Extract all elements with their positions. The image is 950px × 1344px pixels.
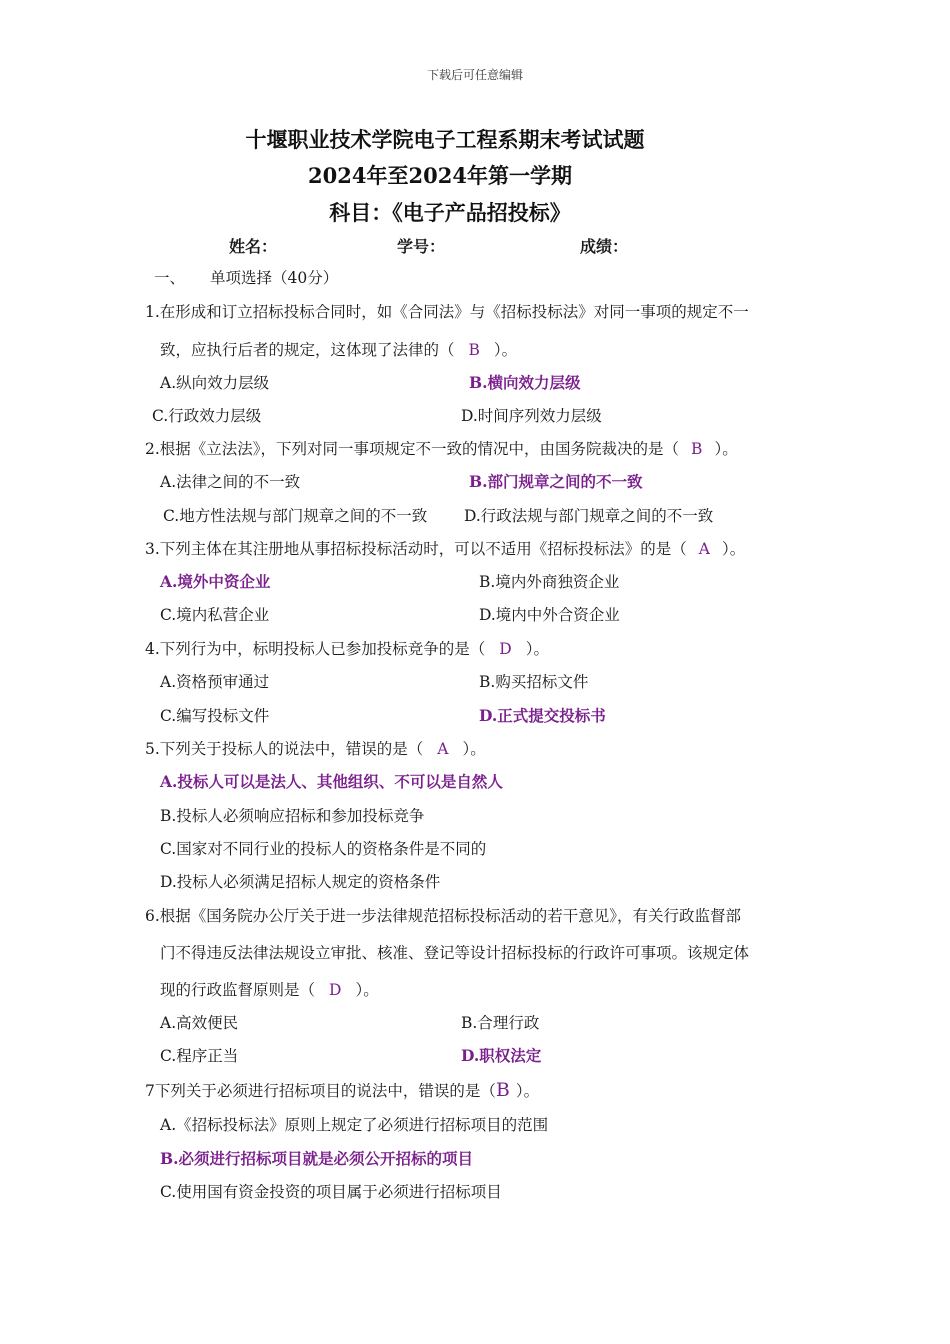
question-1-line-1: 1.在形成和订立招标投标合同时，如《合同法》与《招标投标法》对同一事项的规定不一: [145, 303, 749, 321]
question-1-option-a: A.纵向效力层级: [160, 374, 270, 392]
question-3-option-d: D.境内中外合资企业: [479, 606, 620, 624]
question-6-option-d: D.职权法定: [461, 1046, 542, 1065]
question-4-stem: 4.下列行为中，标明投标人已参加投标竞争的是（ D ）。: [145, 640, 549, 658]
question-6-line-3: 现的行政监督原则是（ D ）。: [160, 981, 379, 999]
question-6-line-2: 门不得违反法律法规设立审批、核准、登记等设计招标投标的行政许可事项。该规定体: [160, 944, 750, 962]
question-6-option-b: B.合理行政: [461, 1014, 540, 1032]
question-2-stem: 2.根据《立法法》，下列对同一事项规定不一致的情况中，由国务院裁决的是（ B ）。: [145, 440, 738, 458]
question-2-option-a: A.法律之间的不一致: [160, 473, 301, 491]
question-3-option-b: B.境内外商独资企业: [479, 573, 620, 591]
question-6-line-1: 6.根据《国务院办公厅关于进一步法律规范招标投标活动的若干意见》，有关行政监督部: [145, 907, 742, 925]
header-note: 下载后可任意编辑: [426, 68, 523, 82]
question-1-option-c: C.行政效力层级: [152, 407, 262, 425]
question-5-option-b: B.投标人必须响应招标和参加投标竞争: [160, 807, 425, 825]
question-7-option-a: A.《招标投标法》原则上规定了必须进行招标项目的范围: [160, 1116, 549, 1134]
question-6-option-c: C.程序正当: [160, 1047, 239, 1065]
question-2-option-d: D.行政法规与部门规章之间的不一致: [464, 507, 714, 525]
question-6-answer: D: [329, 981, 342, 999]
question-5-answer: A: [437, 740, 449, 758]
question-7-option-b: B.必须进行招标项目就是必须公开招标的项目: [160, 1149, 473, 1168]
question-4-option-a: A.资格预审通过: [160, 673, 270, 691]
question-7-option-c: C.使用国有资金投资的项目属于必须进行招标项目: [160, 1183, 502, 1201]
question-2-answer: B: [691, 440, 703, 458]
question-5-option-c: C.国家对不同行业的投标人的资格条件是不同的: [160, 840, 487, 858]
exam-title: 十堰职业技术学院电子工程系期末考试试题: [245, 127, 645, 152]
score-label: 成绩：: [580, 237, 629, 256]
question-6-option-a: A.高效便民: [160, 1014, 239, 1032]
student-id-label: 学号：: [397, 237, 446, 256]
question-1-option-d: D.时间序列效力层级: [461, 407, 602, 425]
question-4-option-b: B.购买招标文件: [479, 673, 589, 691]
question-4-option-c: C.编写投标文件: [160, 707, 270, 725]
question-3-option-c: C.境内私营企业: [160, 606, 270, 624]
question-3-option-a: A.境外中资企业: [160, 572, 271, 591]
exam-subject: 科目：《电子产品招投标》: [329, 200, 571, 225]
question-7-stem: 7下列关于必须进行招标项目的说法中，错误的是（B ）。: [145, 1079, 540, 1101]
question-3-stem: 3.下列主体在其注册地从事招标投标活动时，可以不适用《招标投标法》的是（ A ）。: [145, 540, 746, 558]
question-7-answer: B: [495, 1079, 510, 1101]
question-4-answer: D: [499, 640, 512, 658]
question-2-option-b: B.部门规章之间的不一致: [469, 472, 643, 491]
question-1-line-2: 致，应执行后者的规定，这体现了法律的（ B ）。: [160, 341, 518, 359]
section-number: 一、: [154, 269, 186, 287]
exam-term: 2024年至2024年第一学期: [308, 163, 572, 188]
question-5-stem: 5.下列关于投标人的说法中，错误的是（ A ）。: [145, 740, 486, 758]
section-title: 单项选择（40分）: [210, 269, 339, 287]
question-4-option-d: D.正式提交投标书: [479, 706, 606, 725]
question-5-option-d: D.投标人必须满足招标人规定的资格条件: [160, 873, 441, 891]
question-5-option-a: A.投标人可以是法人、其他组织、不可以是自然人: [160, 772, 503, 791]
name-label: 姓名：: [229, 237, 278, 256]
question-2-option-c: C.地方性法规与部门规章之间的不一致: [163, 507, 428, 525]
question-1-option-b: B.横向效力层级: [469, 373, 581, 392]
question-1-answer: B: [468, 341, 480, 359]
question-3-answer: A: [698, 540, 710, 558]
